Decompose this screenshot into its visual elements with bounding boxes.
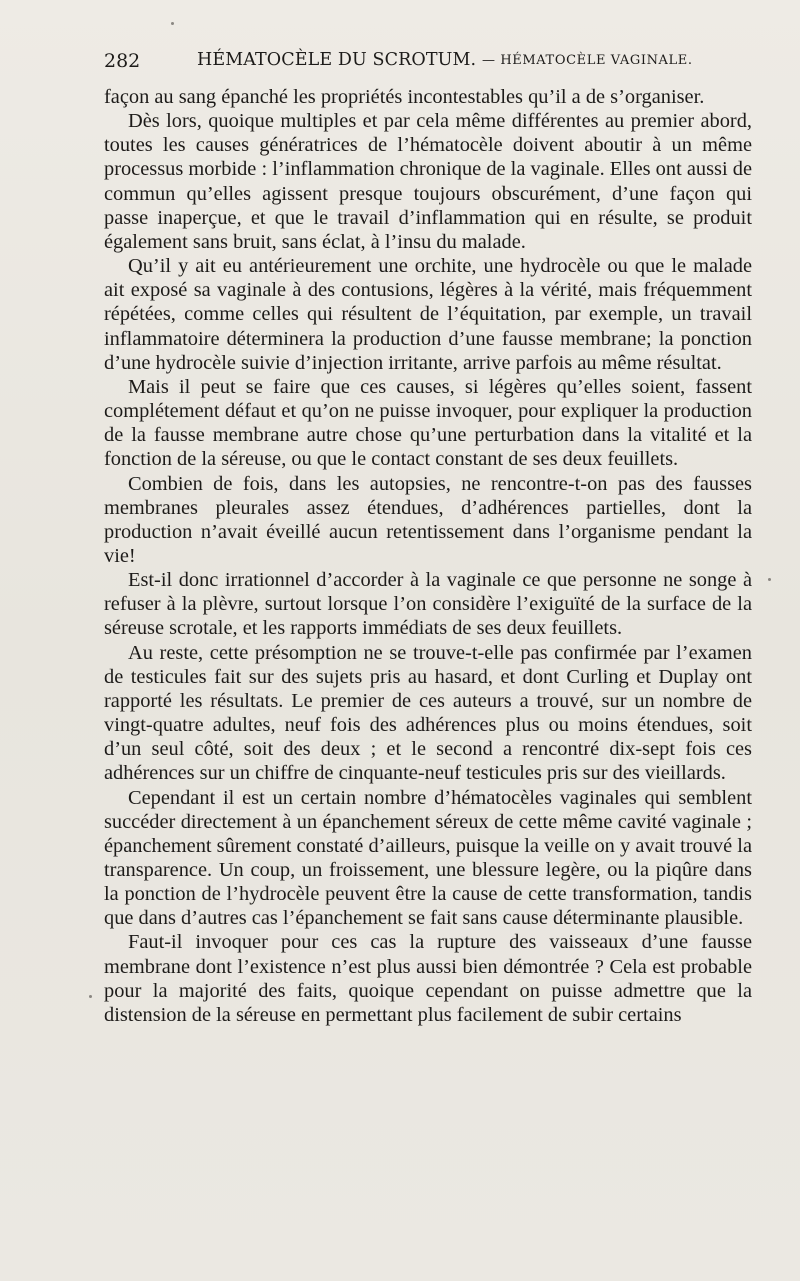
paragraph-8: Cependant il est un certain nombre d’hématocèles vaginales qui semblent succéder directement à un épanchement séreux de cette même cavité vaginale ; épanchement sûrement constaté d’ailleurs, puisque la veille on y avait trouvé la transparence. Un coup, un froissement, une blessure legère, ou la piqûre dans la ponction de l’hydrocèle peuvent être la cause de cette transformation, tandis que dans d’autres cas l’épanchement se fait sans cause déterminante plausible. — [104, 786, 752, 930]
paragraph-4: Mais il peut se faire que ces causes, si légères qu’elles soient, fassent complétement défaut et qu’on ne puisse invoquer, pour expliquer la production de la fausse membrane autre chose qu’une perturbation dans la vitalité et la fonction de la séreuse, ou que le contact constant de ses deux feuillets. — [104, 375, 752, 471]
paragraph-5: Combien de fois, dans les autopsies, ne rencontre-t-on pas des fausses membranes pleurales assez étendues, d’adhérences partielles, dont la production n’avait éveillé aucun retentissement dans l’organisme pendant la vie! — [104, 472, 752, 567]
ink-speck — [171, 22, 174, 25]
running-subtitle: — HÉMATOCÈLE VAGINALE. — [482, 53, 693, 68]
ink-speck — [89, 995, 92, 998]
ink-speck — [768, 578, 771, 581]
paragraph-7: Au reste, cette présomption ne se trouve-t-elle pas confirmée par l’examen de testicules fait sur des sujets pris au hasard, et dont Curling et Duplay ont rapporté les résultats. Le premier de ces auteurs a trouvé, sur un nombre de vingt-quatre adultes, neuf fois des adhérences plus ou moins étendues, soit d’un seul côté, soit des deux ; et le second a rencontré dix-sept fois ces adhérences sur un chiffre de cinquante-neuf testicules pris sur des vieillards. — [104, 641, 752, 785]
paragraph-2: Dès lors, quoique multiples et par cela même différentes au premier abord, toutes les causes génératrices de l’hématocèle doivent aboutir à un même processus morbide : l’inflammation chronique de la vaginale. Elles ont aussi de commun qu’elles agissent presque toujours obscurément, d’une façon qui passe inaperçue, et que le travail d’inflammation qui en résulte, se produit également sans bruit, sans éclat, à l’insu du malade. — [104, 110, 752, 253]
running-header — [104, 50, 754, 78]
paragraph-6: Est-il donc irrationnel d’accorder à la vaginale ce que personne ne songe à refuser à la plèvre, surtout lorsque l’on considère l’exiguïté de la surface de la séreuse scrotale, et les rapports immédiats de ses deux feuillets. — [104, 569, 752, 640]
paragraph-9: Faut-il invoquer pour ces cas la rupture des vaisseaux d’une fausse membrane dont l’existence n’est plus aussi bien démontrée ? Cela est probable pour la majorité des faits, quoique cependant on puisse admettre que la distension de la séreuse en permettant plus facilement de subir certains — [104, 931, 752, 1026]
paragraph-3: Qu’il y ait eu antérieurement une orchite, une hydrocèle ou que le malade ait exposé sa vaginale à des contusions, légères à la vérité, mais fréquemment répétées, comme celles qui résultent de l’équitation, par exemple, un travail inflammatoire déterminera la production d’une fausse membrane; la ponction d’une hydrocèle suivie d’injection irritante, arrive parfois au même résultat. — [104, 255, 752, 374]
paragraph-1: façon au sang épanché les propriétés incontestables qu’il a de s’organiser. — [104, 86, 705, 108]
running-title: HÉMATOCÈLE DU SCROTUM. — [197, 50, 477, 70]
body-text — [104, 85, 752, 1027]
page-number: 282 — [104, 50, 141, 72]
